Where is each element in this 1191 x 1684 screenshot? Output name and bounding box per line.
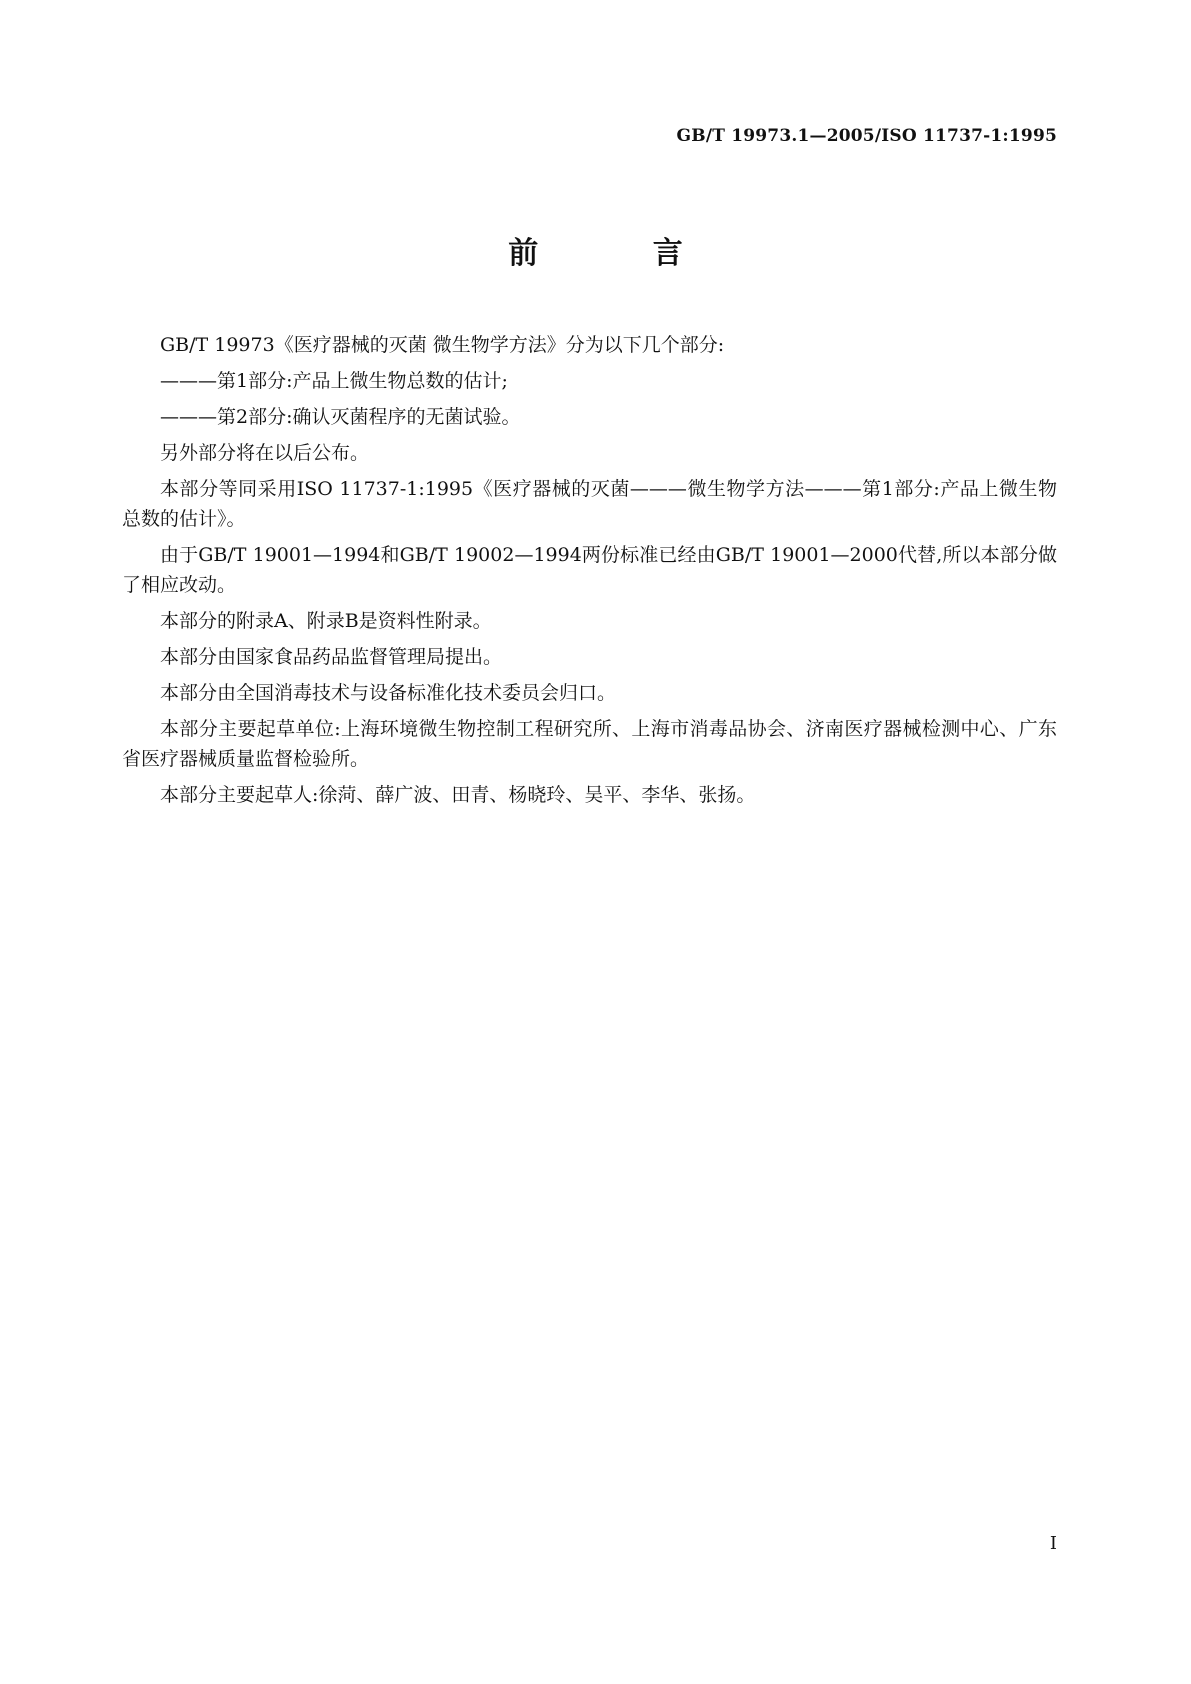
paragraph: 由于GB/T 19001—1994和GB/T 19002—1994两份标准已经由GB/T 19001—2000代替,所以本部分做了相应改动。 bbox=[122, 544, 1057, 596]
page-title: 前 言 bbox=[508, 236, 735, 271]
list-item: ———第2部分:确认灭菌程序的无菌试验。 bbox=[160, 406, 521, 428]
page-number: I bbox=[1049, 1533, 1057, 1554]
list-item: ———第1部分:产品上微生物总数的估计; bbox=[160, 370, 508, 392]
standard-code: GB/T 19973.1—2005/ISO 11737-1:1995 bbox=[676, 126, 1057, 146]
preface-body bbox=[122, 330, 1057, 816]
paragraph: 本部分的附录A、附录B是资料性附录。 bbox=[160, 610, 492, 632]
paragraph: 本部分等同采用ISO 11737-1:1995《医疗器械的灭菌———微生物学方法———第1部分:产品上微生物总数的估计》。 bbox=[122, 478, 1057, 530]
paragraph: 本部分由全国消毒技术与设备标准化技术委员会归口。 bbox=[160, 682, 617, 704]
paragraph: 本部分主要起草人:徐菏、薛广波、田青、杨晓玲、吴平、李华、张扬。 bbox=[160, 784, 756, 806]
paragraph: GB/T 19973《医疗器械的灭菌 微生物学方法》分为以下几个部分: bbox=[160, 334, 725, 356]
paragraph: 另外部分将在以后公布。 bbox=[160, 442, 370, 464]
paragraph: 本部分主要起草单位:上海环境微生物控制工程研究所、上海市消毒品协会、济南医疗器械检测中心、广东省医疗器械质量监督检验所。 bbox=[122, 718, 1057, 770]
paragraph: 本部分由国家食品药品监督管理局提出。 bbox=[160, 646, 503, 668]
